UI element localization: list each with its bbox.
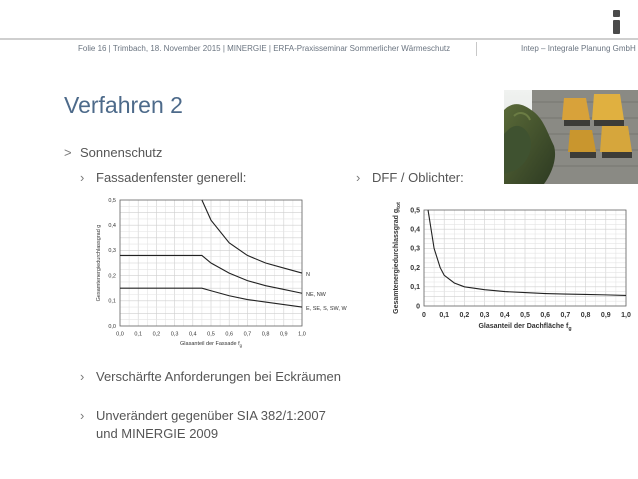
x-tick-label: 0,7 [243,331,252,338]
y-axis-label-subscript: tot [396,202,402,209]
x-tick-label: 0,0 [116,331,124,338]
x-tick-label: 0,7 [560,312,571,319]
bullet-dff [356,170,464,185]
y-tick-label: 0,1 [108,298,116,305]
y-axis-label [96,225,102,302]
y-axis-label-text: Gesamtenergiedurchlassgrad g [393,208,400,314]
header-divider [0,38,638,40]
x-tick-label: 0,3 [170,331,179,338]
bullet-marker: › [80,369,85,384]
y-tick-label: 0,5 [108,197,116,204]
x-tick-label: 0,6 [540,312,551,319]
x-tick-label: 0,5 [207,331,215,338]
y-tick-label: 0 [416,303,420,311]
y-tick-label: 0,3 [410,245,420,253]
point-unveraendert [80,407,336,443]
y-tick-label: 0,2 [108,273,116,280]
x-tick-label: 1,0 [621,312,631,319]
y-axis-label [393,202,402,314]
y-tick-label: 0,4 [410,226,420,234]
x-tick-label: 0,1 [134,331,143,338]
roof-chart [384,192,636,345]
y-tick-label: 0,4 [108,223,116,230]
x-axis-label-text: Glasanteil der Dachfläche f [478,323,569,330]
x-tick-label: 0,1 [439,312,450,319]
series-line [428,210,626,295]
x-tick-label: 0,4 [499,312,510,319]
x-axis-label-subscript: g [239,343,242,348]
x-tick-label: 0,8 [580,312,591,319]
footer-separator [476,42,477,56]
slide-footer-info: Folie 16 | Trimbach, 18. November 2015 | MINERGIE | ERFA-Praxisseminar Sommerlicher Wärmeschutz [78,44,451,53]
x-tick-label: 0 [422,312,426,319]
point-eckraeume [80,368,346,386]
bullet-marker: › [356,170,361,185]
y-tick-label: 0,2 [410,264,420,272]
y-tick-label: 0,5 [410,207,420,215]
x-axis-label [478,323,571,332]
x-tick-label: 0,2 [459,312,470,319]
facade-chart-svg [88,192,350,354]
logo-dot [613,10,620,17]
series-label: NE, NW [306,292,326,299]
x-tick-label: 1,0 [298,331,306,338]
logo-bar [613,20,620,34]
bullet-fassadenfenster [80,170,246,185]
series-line [202,200,302,273]
building-photo [504,90,638,184]
y-tick-label: 0,3 [108,248,116,255]
bullet-marker: › [80,408,85,423]
company-name: Intep – Integrale Planung GmbH [521,44,636,53]
bullet-marker: › [80,170,85,185]
x-axis-label-subscript: g [568,326,572,332]
y-axis-label-text: Gesamtenergiedurchlassgrad g [96,224,102,302]
bullet-marker: > [64,145,72,160]
x-tick-label: 0,9 [279,331,288,338]
point-text: Verschärfte Anforderungen bei Eckräumen [96,369,341,384]
point-text: Unverändert gegenüber SIA 382/1:2007 und MINERGIE 2009 [96,408,326,441]
x-tick-label: 0,5 [520,312,530,319]
x-axis-label-text: Glasanteil der Fassade f [180,341,240,347]
y-tick-label: 0,1 [410,284,420,292]
x-tick-label: 0,9 [600,312,611,319]
x-tick-label: 0,4 [188,331,197,338]
x-tick-label: 0,3 [479,312,490,319]
series-label: E, SE, S, SW, W [306,306,347,313]
slide-title: Verfahren 2 [64,92,183,118]
x-tick-label: 0,2 [152,331,161,338]
bullet-sonnenschutz [64,145,162,160]
bullet-text: Fassadenfenster generell: [96,170,247,185]
bullet-text: DFF / Oblichter: [372,170,464,185]
bullet-text: Sonnenschutz [80,145,163,160]
x-tick-label: 0,8 [261,331,270,338]
roof-chart-svg [384,192,636,340]
x-axis-label [180,341,243,348]
series-label: N [306,272,310,279]
facade-chart [88,192,350,359]
x-tick-label: 0,6 [225,331,234,338]
y-tick-label: 0,0 [108,323,116,330]
